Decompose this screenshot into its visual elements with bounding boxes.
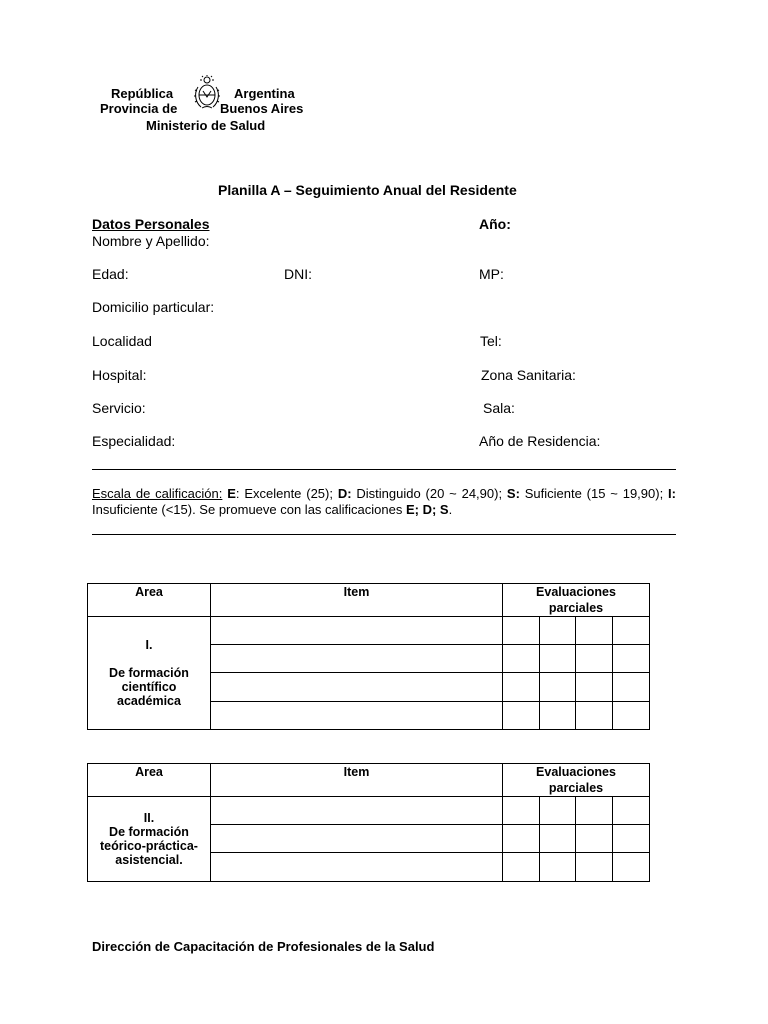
area-cell [88,797,211,882]
eval-cell[interactable] [576,853,613,882]
col-evaluations-header [503,584,650,617]
eval-cell[interactable] [540,617,576,645]
col-evaluations-line2: parciales [548,781,604,795]
scale-i-text: Insuficiente (<15). Se promueve con las calificaciones [92,502,406,517]
scale-i-key: I: [668,486,676,501]
eval-cell[interactable] [540,825,576,853]
eval-cell[interactable] [613,853,650,882]
eval-cell[interactable] [540,673,576,702]
service-label: Servicio: [92,400,146,416]
col-evaluations-header [503,764,650,797]
tel-label: Tel: [480,333,502,349]
eval-cell[interactable] [613,825,650,853]
scale-d-text: Distinguido (20 ~ 24,90); [351,486,507,501]
col-area-header: Area [88,764,211,797]
eval-cell[interactable] [503,673,540,702]
eval-cell[interactable] [540,853,576,882]
area-line2: científico [121,680,177,694]
evaluation-table-2 [87,763,650,882]
table-row [88,797,650,825]
col-evaluations-line2: parciales [548,601,604,615]
item-cell[interactable] [211,645,503,673]
room-label: Sala: [483,400,515,416]
area-line3: asistencial. [115,853,183,867]
divider-top [92,469,676,470]
mp-label: MP: [479,266,504,282]
evaluation-table-1 [87,583,650,730]
eval-cell[interactable] [576,797,613,825]
eval-cell[interactable] [576,645,613,673]
item-cell[interactable] [211,702,503,730]
eval-cell[interactable] [576,617,613,645]
specialty-label: Especialidad: [92,433,176,449]
col-evaluations-line1: Evaluaciones [536,585,616,599]
item-cell[interactable] [211,853,503,882]
header-provincia: Provincia de [100,101,178,116]
year-label: Año: [479,216,511,232]
item-cell[interactable] [211,673,503,702]
eval-cell[interactable] [576,673,613,702]
eval-cell[interactable] [540,797,576,825]
scale-e-text: : Excelente (25); [235,486,338,501]
eval-cell[interactable] [503,645,540,673]
table-header-row [88,764,650,797]
col-area-header: Area [88,584,211,617]
eval-cell[interactable] [613,702,650,730]
section-personal-data-label: Datos Personales [92,216,210,232]
eval-cell[interactable] [613,645,650,673]
area-cell [88,617,211,730]
eval-cell[interactable] [503,825,540,853]
residency-year-label: Año de Residencia: [479,433,601,449]
eval-cell[interactable] [613,617,650,645]
scale-end: . [448,502,453,517]
header-republica: República [111,86,174,101]
col-item-header: Item [211,764,503,797]
area-line3: académica [117,694,181,708]
area-line2: teórico-práctica- [100,839,198,853]
eval-cell[interactable] [540,645,576,673]
area-line1: De formación [109,666,189,680]
item-cell[interactable] [211,825,503,853]
col-evaluations-line1: Evaluaciones [536,765,616,779]
eval-cell[interactable] [503,853,540,882]
scale-e-key: E [227,486,236,501]
address-label: Domicilio particular: [92,299,215,315]
eval-cell[interactable] [503,797,540,825]
item-cell[interactable] [211,797,503,825]
zone-label: Zona Sanitaria: [481,367,576,383]
scale-s-key: S: [506,486,520,501]
eval-cell[interactable] [613,797,650,825]
header-argentina: Argentina [234,86,295,101]
col-item-header: Item [211,584,503,617]
scale-label: Escala de calificación: [92,486,223,501]
dni-label: DNI: [284,266,312,282]
area-line1: De formación [109,825,189,839]
table-header-row [88,584,650,617]
hospital-label: Hospital: [92,367,147,383]
eval-cell[interactable] [503,617,540,645]
age-label: Edad: [92,266,129,282]
scale-promo: E; D; S [405,502,449,517]
section-personal-data [92,216,210,232]
eval-cell[interactable] [503,702,540,730]
locality-label: Localidad [92,333,152,349]
coat-of-arms-icon [192,75,222,111]
page-title: Planilla A – Seguimiento Anual del Residente [218,182,517,198]
eval-cell[interactable] [613,673,650,702]
header-buenos-aires: Buenos Aires [220,101,304,116]
header-ministerio: Ministerio de Salud [146,118,266,133]
table-row [88,617,650,645]
area-number: II. [143,811,155,825]
footer-direction: Dirección de Capacitación de Profesionales de la Salud [92,939,435,954]
divider-bottom [92,534,676,535]
eval-cell[interactable] [576,702,613,730]
eval-cell[interactable] [576,825,613,853]
scale-d-key: D: [337,486,352,501]
area-number: I. [145,638,153,652]
item-cell[interactable] [211,617,503,645]
grading-scale [92,486,676,518]
name-label: Nombre y Apellido: [92,233,210,249]
eval-cell[interactable] [540,702,576,730]
scale-s-text: Suficiente (15 ~ 19,90); [519,486,669,501]
